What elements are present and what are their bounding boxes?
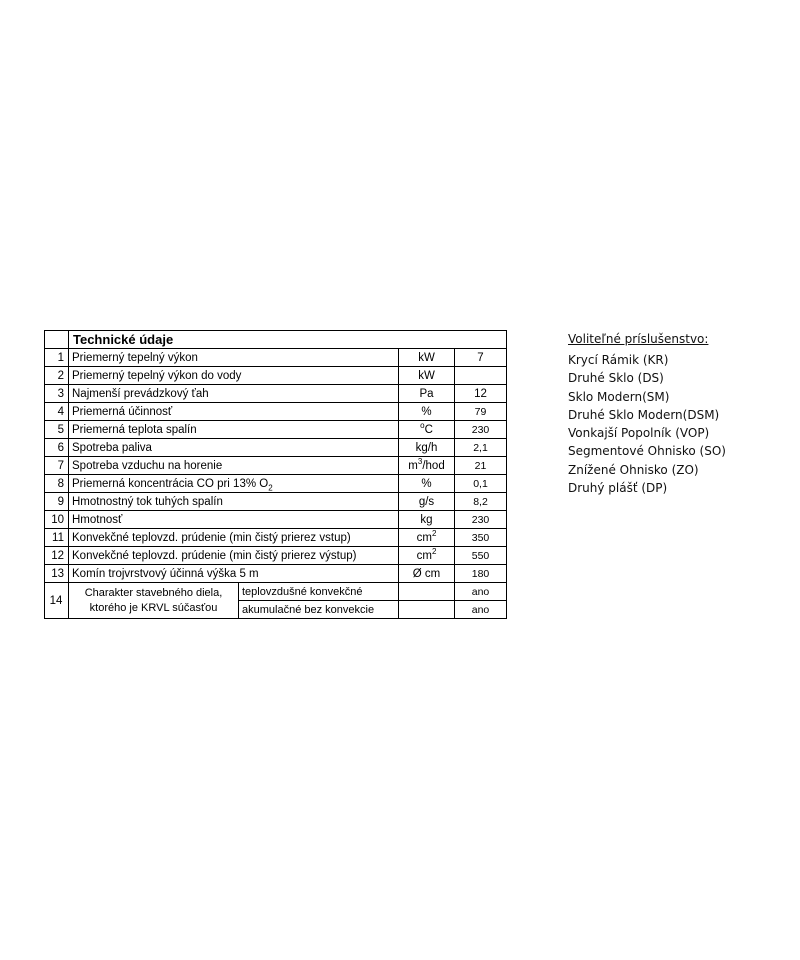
- table-row: [45, 439, 507, 457]
- unit-superscript: 3: [417, 456, 423, 466]
- row-unit: kg: [399, 511, 455, 529]
- row-value: 230: [455, 511, 507, 529]
- unit-superscript: 2: [431, 528, 437, 538]
- accessory-item: Druhé Sklo (DS): [568, 371, 664, 386]
- accessory-item: Vonkajší Popolník (VOP): [568, 426, 710, 441]
- row-number: 11: [45, 529, 69, 547]
- table-row: [45, 565, 507, 583]
- row-label: Najmenší prevádzkový ťah: [69, 385, 399, 403]
- unit-tail: /hod: [422, 459, 445, 472]
- row-unit: kg/h: [399, 439, 455, 457]
- row-value: ano: [455, 601, 507, 619]
- row-label-line: Charakter stavebného diela,: [84, 586, 223, 599]
- construction-type-label: akumulačné bez konvekcie: [239, 601, 399, 619]
- row-label: [69, 475, 399, 493]
- table-row: [45, 403, 507, 421]
- table-title: Technické údaje: [69, 331, 507, 349]
- row-unit: kW: [399, 349, 455, 367]
- row-label: Spotreba paliva: [69, 439, 399, 457]
- row-number: 6: [45, 439, 69, 457]
- row-unit: [399, 421, 455, 439]
- row-unit: %: [399, 475, 455, 493]
- row-value: 0,1: [455, 475, 507, 493]
- row-number: 13: [45, 565, 69, 583]
- row-value: 550: [455, 547, 507, 565]
- row-label: Konvekčné teplovzd. prúdenie (min čistý prierez výstup): [69, 547, 399, 565]
- table-row: [45, 493, 507, 511]
- row-value: 350: [455, 529, 507, 547]
- row-number: 1: [45, 349, 69, 367]
- row-unit: %: [399, 403, 455, 421]
- accessory-item: Druhý plášť (DP): [568, 481, 668, 496]
- accessories-title: Voliteľné príslušenstvo:: [568, 332, 709, 346]
- table-row: [45, 421, 507, 439]
- row-value: 180: [455, 565, 507, 583]
- row-label-text: Priemerná koncentrácia CO pri 13% O: [72, 477, 269, 490]
- row-unit: g/s: [399, 493, 455, 511]
- row-label: Komín trojvrstvový účinná výška 5 m: [69, 565, 399, 583]
- row-label-subscript: 2: [268, 482, 273, 492]
- accessories-list: [568, 351, 726, 497]
- row-label: Priemerná účinnosť: [69, 403, 399, 421]
- table-row: [45, 457, 507, 475]
- row-value: 12: [455, 385, 507, 403]
- row-value: 230: [455, 421, 507, 439]
- row-value: 8,2: [455, 493, 507, 511]
- row-number: 14: [45, 583, 69, 619]
- header-blank-cell: [45, 331, 69, 349]
- unit-base: cm: [416, 531, 432, 544]
- table-row: [45, 529, 507, 547]
- row-number: 8: [45, 475, 69, 493]
- table-row: [45, 475, 507, 493]
- unit-superscript: o: [420, 420, 425, 430]
- row-unit: [399, 601, 455, 619]
- row-value: 21: [455, 457, 507, 475]
- row-unit: kW: [399, 367, 455, 385]
- row-label: Priemerná teplota spalín: [69, 421, 399, 439]
- table-row: [45, 511, 507, 529]
- row-label: Spotreba vzduchu na horenie: [69, 457, 399, 475]
- row-unit: Pa: [399, 385, 455, 403]
- row-number: 5: [45, 421, 69, 439]
- accessory-item: Druhé Sklo Modern(DSM): [568, 407, 720, 422]
- row-label: Konvekčné teplovzd. prúdenie (min čistý prierez vstup): [69, 529, 399, 547]
- row-label: Hmotnostný tok tuhých spalín: [69, 493, 399, 511]
- table-row: [45, 583, 507, 601]
- row-value: [455, 367, 507, 385]
- row-unit: Ø cm: [399, 565, 455, 583]
- row-label-line: ktorého je KRVL súčasťou: [89, 601, 218, 614]
- row-value: ano: [455, 583, 507, 601]
- row-value: 79: [455, 403, 507, 421]
- row-number: 12: [45, 547, 69, 565]
- construction-type-label: teplovzdušné konvekčné: [239, 583, 399, 601]
- accessories-panel: [568, 331, 726, 497]
- row-label: Hmotnosť: [69, 511, 399, 529]
- accessory-item: Segmentové Ohnisko (SO): [568, 444, 726, 459]
- row-value: 2,1: [455, 439, 507, 457]
- row-number: 4: [45, 403, 69, 421]
- row-number: 3: [45, 385, 69, 403]
- unit-base: m: [408, 459, 418, 472]
- row-number: 10: [45, 511, 69, 529]
- table-row: [45, 385, 507, 403]
- row-unit: [399, 547, 455, 565]
- unit-base: cm: [416, 549, 432, 562]
- technical-data-table: [44, 330, 507, 619]
- row-number: 7: [45, 457, 69, 475]
- row-label: [69, 583, 239, 619]
- row-label: Priemerný tepelný výkon: [69, 349, 399, 367]
- accessory-item: Krycí Rámik (KR): [568, 353, 669, 367]
- accessory-item: Znížené Ohnisko (ZO): [568, 462, 699, 477]
- row-value: 7: [455, 349, 507, 367]
- row-unit: [399, 583, 455, 601]
- unit-base: C: [424, 423, 433, 436]
- table-header-row: [45, 331, 507, 349]
- row-label: Priemerný tepelný výkon do vody: [69, 367, 399, 385]
- table-row: [45, 547, 507, 565]
- row-unit: [399, 529, 455, 547]
- table-row: [45, 349, 507, 367]
- row-unit: [399, 457, 455, 475]
- accessory-item: Sklo Modern(SM): [568, 389, 670, 404]
- row-number: 9: [45, 493, 69, 511]
- unit-superscript: 2: [431, 546, 437, 556]
- table-row: [45, 367, 507, 385]
- row-number: 2: [45, 367, 69, 385]
